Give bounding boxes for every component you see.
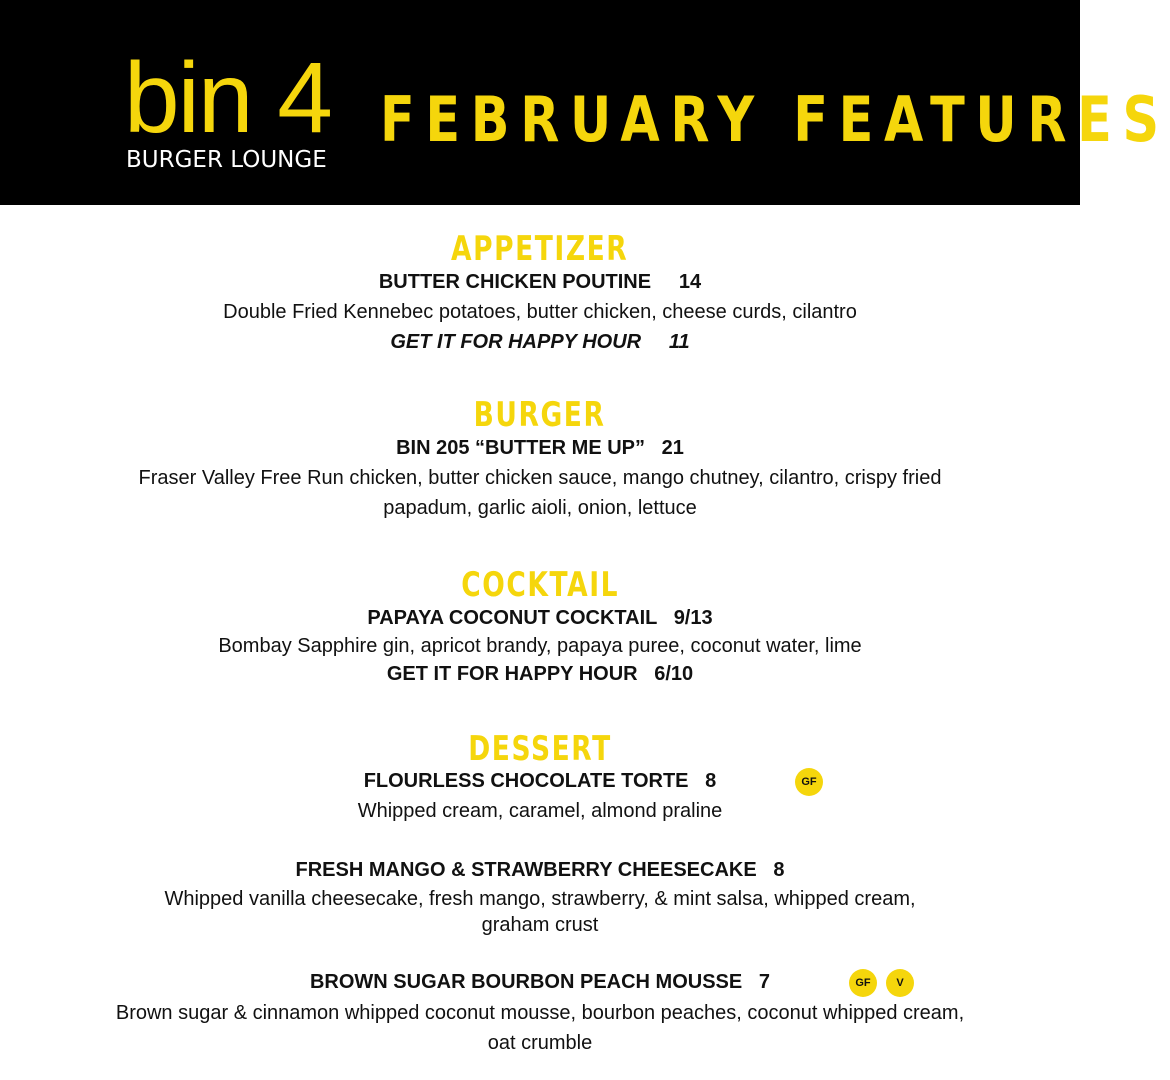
burger-item-desc-line1: Fraser Valley Free Run chicken, butter chicken sauce, mango chutney, cilantro, crispy fried <box>138 467 942 489</box>
vegan-badge: V <box>886 969 914 997</box>
dessert-item-name: FLOURLESS CHOCOLATE TORTE 8 <box>363 770 717 792</box>
burger-item-name: BIN 205 “BUTTER ME UP” 21 <box>396 437 684 459</box>
dessert-item-name: FRESH MANGO & STRAWBERRY CHEESECAKE 8 <box>295 859 785 881</box>
section-heading-burger: BURGER <box>474 395 606 435</box>
dessert-item-desc: Whipped cream, caramel, almond praline <box>357 800 723 822</box>
section-heading-appetizer: APPETIZER <box>451 229 629 269</box>
logo-subtitle: BURGER LOUNGE <box>126 147 327 173</box>
appetizer-happy-hour: GET IT FOR HAPPY HOUR 11 <box>390 331 690 353</box>
section-heading-dessert: DESSERT <box>468 729 612 769</box>
cocktail-item-desc: Bombay Sapphire gin, apricot brandy, papaya puree, coconut water, lime <box>218 635 862 657</box>
cocktail-item-name: PAPAYA COCONUT COCKTAIL 9/13 <box>367 607 713 629</box>
dessert-item-desc-line1: Brown sugar & cinnamon whipped coconut mousse, bourbon peaches, coconut whipped cream, <box>115 1002 965 1024</box>
appetizer-item-desc: Double Fried Kennebec potatoes, butter chicken, cheese curds, cilantro <box>223 301 857 323</box>
dessert-item-desc-line2: oat crumble <box>487 1032 593 1054</box>
appetizer-item-name: BUTTER CHICKEN POUTINE 14 <box>378 271 702 293</box>
cocktail-happy-hour: GET IT FOR HAPPY HOUR 6/10 <box>386 663 694 685</box>
header-banner <box>0 0 1170 205</box>
page-title: FEBRUARY FEATURES <box>380 83 1170 156</box>
dessert-item-name: BROWN SUGAR BOURBON PEACH MOUSSE 7 <box>309 971 771 993</box>
gluten-free-badge: GF <box>849 969 877 997</box>
logo-wordmark: bin 4 <box>124 42 331 154</box>
dessert-item-desc-line2: graham crust <box>481 914 599 936</box>
gluten-free-badge: GF <box>795 768 823 796</box>
burger-item-desc-line2: papadum, garlic aioli, onion, lettuce <box>383 497 697 519</box>
dessert-item-desc-line1: Whipped vanilla cheesecake, fresh mango, strawberry, & mint salsa, whipped cream, <box>164 888 916 910</box>
section-heading-cocktail: COCKTAIL <box>461 565 619 605</box>
